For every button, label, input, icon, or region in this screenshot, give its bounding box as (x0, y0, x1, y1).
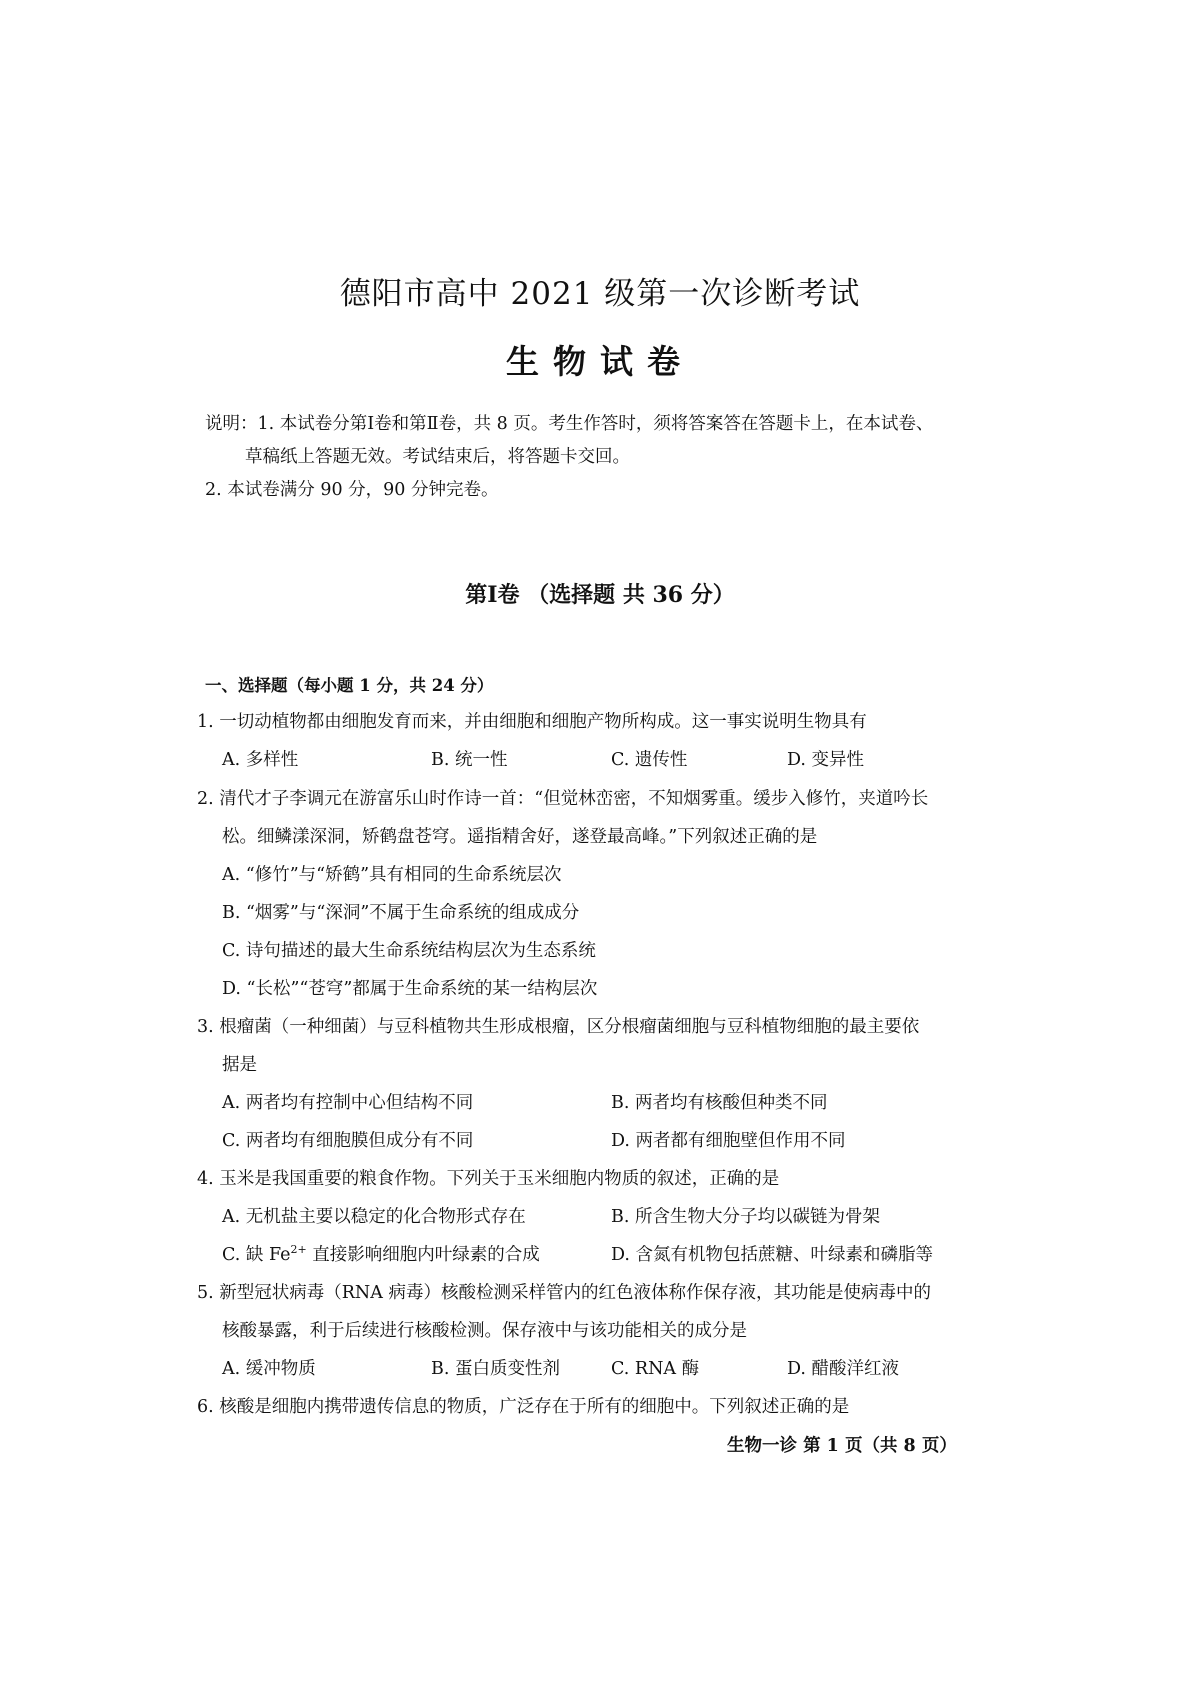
question-1-option-b: B. 统一性 (431, 750, 508, 770)
instruction-1-cont: 草稿纸上答题无效。考试结束后，将答题卡交回。 (245, 447, 630, 467)
question-5-option-a: A. 缓冲物质 (222, 1359, 316, 1379)
question-2-stem-line2: 松。细鳞漾深洞，矫鹤盘苍穹。遥指精舍好，遂登最高峰。”下列叙述正确的是 (222, 827, 818, 847)
question-4-option-d: D. 含氮有机物包括蔗糖、叶绿素和磷脂等 (611, 1245, 934, 1265)
question-5-option-c: C. RNA 酶 (611, 1359, 700, 1379)
part-title: 一、选择题（每小题 1 分，共 24 分） (205, 676, 494, 695)
question-2-option-b: B. “烟雾”与“深洞”不属于生命系统的组成成分 (222, 903, 580, 923)
question-1-option-c: C. 遗传性 (611, 750, 688, 770)
question-2-option-a: A. “修竹”与“矫鹤”具有相同的生命系统层次 (222, 865, 562, 885)
question-5-stem-line1: 5. 新型冠状病毒（RNA 病毒）核酸检测采样管内的红色液体称作保存液，其功能是使病毒中的 (197, 1283, 931, 1303)
question-1-option-d: D. 变异性 (787, 750, 865, 770)
instruction-1: 说明：1. 本试卷分第Ⅰ卷和第Ⅱ卷，共 8 页。考生作答时，须将答案答在答题卡上，在本试卷、 (205, 414, 934, 434)
page-footer: 生物一诊 第 1 页（共 8 页） (727, 1436, 957, 1456)
question-5-option-b: B. 蛋白质变性剂 (431, 1359, 560, 1379)
question-2-option-d: D. “长松”“苍穹”都属于生命系统的某一结构层次 (222, 979, 598, 999)
question-1-option-a: A. 多样性 (222, 750, 299, 770)
question-1-stem: 1. 一切动植物都由细胞发育而来，并由细胞和细胞产物所构成。这一事实说明生物具有 (197, 712, 867, 732)
question-4-option-c-post: 直接影响细胞内叶绿素的合成 (306, 1245, 540, 1265)
question-6-stem: 6. 核酸是细胞内携带遗传信息的物质，广泛存在于所有的细胞中。下列叙述正确的是 (197, 1397, 850, 1417)
question-3-option-c: C. 两者均有细胞膜但成分有不同 (222, 1131, 474, 1151)
question-5-stem-line2: 核酸暴露，利于后续进行核酸检测。保存液中与该功能相关的成分是 (222, 1321, 747, 1341)
question-4-option-b: B. 所含生物大分子均以碳链为骨架 (611, 1207, 880, 1227)
exam-subject: 生物试卷 (506, 342, 694, 381)
instruction-2: 2. 本试卷满分 90 分，90 分钟完卷。 (205, 480, 499, 500)
question-4-stem: 4. 玉米是我国重要的粮食作物。下列关于玉米细胞内物质的叙述，正确的是 (197, 1169, 780, 1189)
exam-title: 德阳市高中 2021 级第一次诊断考试 (339, 276, 861, 312)
instructions (205, 408, 1035, 507)
question-4-option-c-pre: C. 缺 Fe (222, 1245, 291, 1265)
question-4-option-a: A. 无机盐主要以稳定的化合物形式存在 (222, 1207, 526, 1227)
question-3-option-b: B. 两者均有核酸但种类不同 (611, 1093, 828, 1113)
question-3-stem-line1: 3. 根瘤菌（一种细菌）与豆科植物共生形成根瘤，区分根瘤菌细胞与豆科植物细胞的最主要依 (197, 1017, 920, 1037)
question-3-option-d: D. 两者都有细胞壁但作用不同 (611, 1131, 846, 1151)
question-2-option-c: C. 诗句描述的最大生命系统结构层次为生态系统 (222, 941, 596, 961)
question-3-stem-line2: 据是 (222, 1055, 257, 1075)
question-5-option-d: D. 醋酸洋红液 (787, 1359, 900, 1379)
question-2-stem-line1: 2. 清代才子李调元在游富乐山时作诗一首：“但觉林峦密，不知烟雾重。缓步入修竹，夹道吟长 (197, 789, 929, 809)
question-4-option-c (222, 1241, 540, 1266)
ion-charge: 2+ (290, 1243, 307, 1257)
section-title: 第Ⅰ卷 （选择题 共 36 分） (465, 582, 735, 608)
question-3-option-a: A. 两者均有控制中心但结构不同 (222, 1093, 474, 1113)
